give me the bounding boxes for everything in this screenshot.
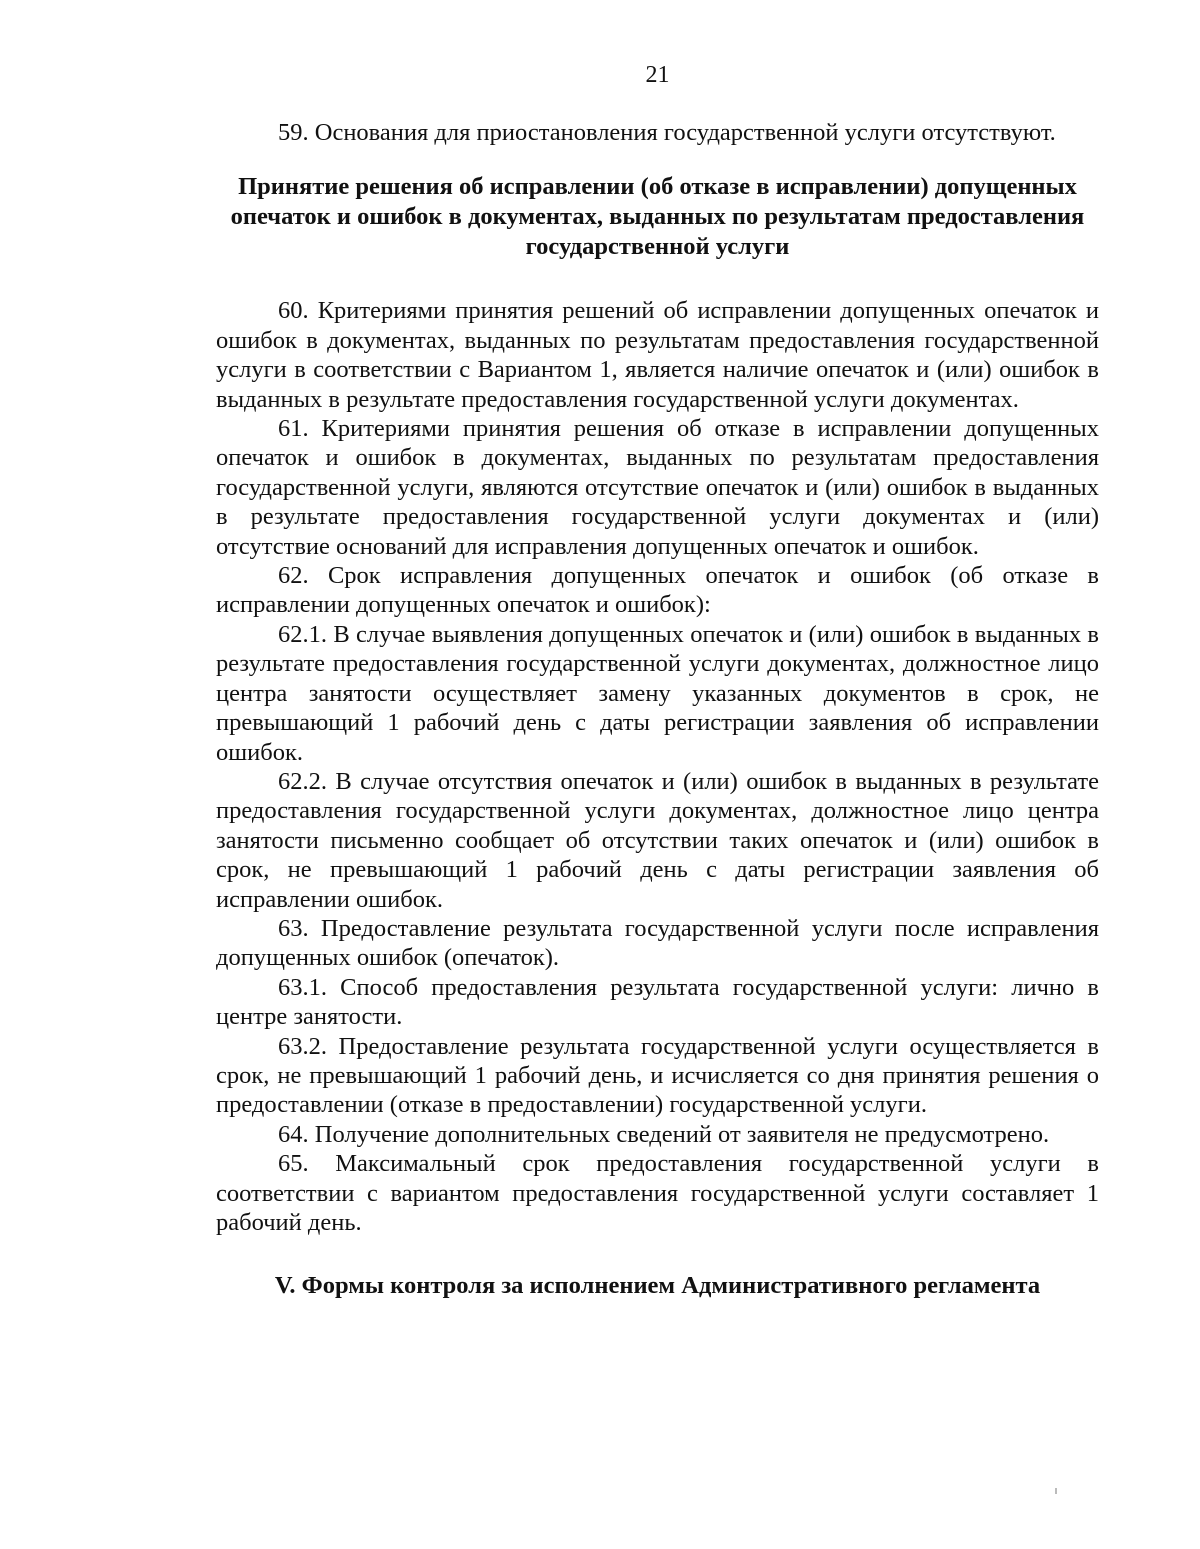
paragraph-62-2: 62.2. В случае отсутствия опечаток и (или) ошибок в выданных в результате предоставления государственной услуги документах, должностное лицо центра занятости письменно сообщает об отсутствии таких опечаток и (или) ошибок в срок, не превышающий 1 рабочий день с даты регистрации заявления об исправлении ошибок. bbox=[216, 767, 1099, 913]
paragraph-62: 62. Срок исправления допущенных опечаток и ошибок (об отказе в исправлении допущенных опечаток и ошибок): bbox=[216, 562, 1099, 619]
paragraph-61: 61. Критериями принятия решения об отказе в исправлении допущенных опечаток и ошибок в документах, выданных по результатам предоставления государственной услуги, являются отсутствие опечаток и (или) ошибок в выданных в результате предоставления государственной услуги документах и (или) отсутствие оснований для исправления допущенных опечаток и ошибок. bbox=[216, 415, 1099, 560]
spacer bbox=[216, 147, 1099, 172]
document-page bbox=[216, 60, 1099, 1301]
spacer bbox=[216, 262, 1099, 296]
paragraph-64: 64. Получение дополнительных сведений от заявителя не предусмотрено. bbox=[278, 1120, 1050, 1148]
section-heading-corrections: Принятие решения об исправлении (об отказе в исправлении) допущенных опечаток и ошибок в документах, выданных по результатам предоставления государственной услуги bbox=[230, 173, 1085, 261]
page-number: 21 bbox=[645, 62, 670, 88]
paragraph-62-1: 62.1. В случае выявления допущенных опечаток и (или) ошибок в выданных в результате предоставления государственной услуги документах, должностное лицо центра занятости осуществляет замену указанных документов в срок, не превышающий 1 рабочий день с даты регистрации заявления об исправлении ошибок. bbox=[216, 620, 1099, 766]
scan-speck bbox=[1055, 1488, 1057, 1494]
paragraph-65: 65. Максимальный срок предоставления государственной услуги в соответствии с вариантом предоставления государственной услуги составляет 1 рабочий день. bbox=[216, 1150, 1099, 1236]
spacer bbox=[216, 1237, 1099, 1271]
paragraph-59: 59. Основания для приостановления государственной услуги отсутствуют. bbox=[278, 119, 1056, 146]
section-heading-control: V. Формы контроля за исполнением Административного регламента bbox=[274, 1272, 1041, 1300]
paragraph-63-1: 63.1. Способ предоставления результата государственной услуги: лично в центре занятости. bbox=[216, 973, 1099, 1031]
paragraph-63: 63. Предоставление результата государственной услуги после исправления допущенных ошибок (опечаток). bbox=[216, 914, 1099, 972]
paragraph-60: 60. Критериями принятия решений об исправлении допущенных опечаток и ошибок в документах, выданных по результатам предоставления государственной услуги в соответствии с Вариантом 1, является наличие опечаток и (или) ошибок в выданных в результате предоставления государственной услуги документах. bbox=[216, 297, 1099, 413]
paragraph-63-2: 63.2. Предоставление результата государственной услуги осуществляется в срок, не превышающий 1 рабочий день, и исчисляется со дня принятия решения о предоставлении (отказе в предоставлении) государственной услуги. bbox=[216, 1032, 1099, 1119]
